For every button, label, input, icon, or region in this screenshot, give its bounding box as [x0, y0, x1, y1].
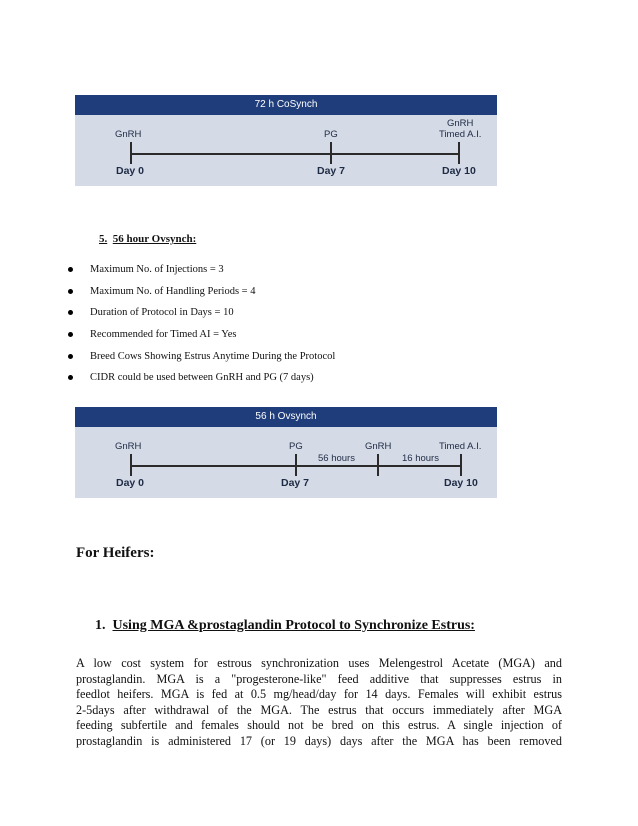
mga-heading-title: Using MGA &prostaglandin Protocol to Synchronize Estrus:: [112, 618, 475, 633]
section-number: 5.: [99, 233, 108, 245]
heifers-heading: For Heifers:: [76, 545, 155, 561]
bullet-icon: [68, 332, 73, 337]
paragraph-line: feedlot heifers. MGA is fed at 0.5 mg/head/day for 14 days. Females will exhibit estrus: [76, 687, 562, 701]
bullet-icon: [68, 375, 73, 380]
timeline-tick: [458, 142, 460, 164]
interval-label: 56 hours: [318, 453, 355, 464]
section-title: 56 hour Ovsynch:: [112, 233, 197, 245]
timeline: [130, 153, 458, 155]
list-item: Recommended for Timed AI = Yes: [68, 328, 335, 350]
protocol-facts-list: [68, 263, 335, 393]
mga-heading: [95, 618, 475, 634]
section-heading: [99, 233, 196, 245]
ovsynch-diagram: [75, 407, 497, 498]
mga-paragraph: [76, 656, 562, 749]
day-label: Day 10: [444, 477, 478, 489]
paragraph-line: prostaglandin is administered 17 (or 19 days) days after the MGA has been removed: [76, 733, 562, 748]
timeline-tick: [295, 454, 297, 476]
event-label-timed-ai: Timed A.I.: [439, 441, 482, 452]
bullet-icon: [68, 289, 73, 294]
timeline-tick: [377, 454, 379, 476]
interval-label: 16 hours: [402, 453, 439, 464]
mga-heading-number: 1.: [95, 618, 106, 633]
list-item: Maximum No. of Handling Periods = 4: [68, 285, 335, 307]
day-label: Day 0: [116, 165, 145, 177]
timeline-tick: [130, 454, 132, 476]
day-label: Day 0: [116, 477, 145, 489]
list-item: Maximum No. of Injections = 3: [68, 263, 335, 285]
bullet-icon: [68, 310, 73, 315]
bullet-icon: [68, 354, 73, 359]
paragraph-line: prostaglandin. MGA is a "progesterone-like" feed additive that suppresses estrus in: [76, 671, 562, 686]
bullet-icon: [68, 267, 73, 272]
event-label-pg: PG: [324, 129, 338, 140]
event-label-pg: PG: [289, 441, 303, 452]
event-label-gnrh-ai-line1: GnRH: [447, 118, 474, 129]
list-item: CIDR could be used between GnRH and PG (7 days): [68, 371, 335, 393]
event-label-gnrh: GnRH: [115, 129, 142, 140]
day-label: Day 7: [281, 477, 310, 489]
paragraph-line: feeding subfertile and females should not be bred on this estrus. A single injection of: [76, 718, 562, 732]
list-item: Breed Cows Showing Estrus Anytime During the Protocol: [68, 350, 335, 372]
timeline-tick: [130, 142, 132, 164]
timeline-tick: [330, 142, 332, 164]
paragraph-line: A low cost system for estrous synchronization uses Melengestrol Acetate (MGA) and: [76, 656, 562, 670]
event-label-gnrh-ai-line2: Timed A.I.: [439, 129, 482, 140]
day-label: Day 10: [442, 165, 476, 177]
event-label-gnrh-2: GnRH: [365, 441, 392, 452]
paragraph-line: 2-5days after withdrawal of the MGA. The estrus that occurs immediately after MGA: [76, 702, 562, 717]
diagram-title: 56 h Ovsynch: [75, 407, 497, 427]
list-item: Duration of Protocol in Days = 10: [68, 306, 335, 328]
cosynch-diagram: [75, 95, 497, 186]
diagram-title: 72 h CoSynch: [75, 95, 497, 115]
timeline-tick: [460, 454, 462, 476]
event-label-gnrh: GnRH: [115, 441, 142, 452]
day-label: Day 7: [317, 165, 346, 177]
